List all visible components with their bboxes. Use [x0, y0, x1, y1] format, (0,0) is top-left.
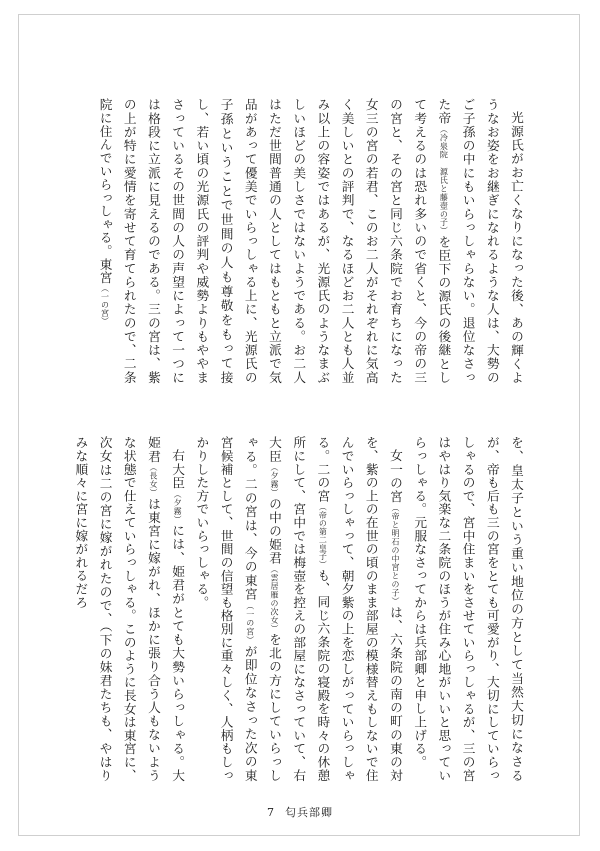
page-number: 7: [267, 806, 275, 819]
text-run: を北の方にしていらっしゃる。二の宮は、今の東宮: [242, 436, 282, 782]
paragraph: [92, 98, 528, 384]
text-run: 光源氏がお亡くなりになった後、あの輝くようなお姿をお継ぎになれるような人は、大勢のご子孫の中にもいらっしゃらない。退位なさった帝: [436, 98, 524, 384]
text-run: の中の姫君: [266, 497, 282, 566]
annotation: （雲居雁の次女）: [269, 565, 279, 633]
annotation: （夕霧）: [269, 463, 279, 498]
text-run: を臣下の源氏の後継として考えるのは恐れ多いので省くと、今の帝の三の宮と、その宮と同じ六条院でお育ちになった女三の宮の若君、このお二人がそれぞれに気高く美しいとの評判で、なるほどお二人とも人並み以上の容姿ではあるが、光源氏のようなまぶしいほどの美しさではないようである。お二人はただ世間普通の人としてはもともと立派で気品があって優美でいらっしゃる上に、光源氏の子孫ということで世間の人も尊敬をもって接し、若い頃の光源氏の評判や威勢よりもややまさっているその世間の人の声望によって一つには格段に立派に見えるのである。三の宮は、紫の上が特に愛情を寄せて育てられたので、二条院に住んでいらっしゃる。東宮: [97, 98, 452, 384]
text-run: は東宮に嫁がれ、ほかに張り合う人もないような状態で仕えていらっしゃる。このように長女は東宮に、次女は二の宮に嫁がれたので、: [97, 436, 161, 782]
chapter-title: 匂兵部卿: [285, 806, 333, 819]
annotation: （一の宮）: [100, 284, 110, 326]
upper-text-block: [76, 98, 528, 384]
text-run: も、同じ六条院の寝殿を時々の休憩所にして、宮中では梅壺を控えの部屋になさっていて、右大臣: [266, 436, 331, 783]
text-run: には、姫君がとても大勢いらっしゃる。大姫君: [145, 436, 186, 782]
annotation: （一の宮）: [245, 601, 255, 645]
annotation: （帝と明石の中宮との子）: [390, 503, 400, 606]
text-run: 右大臣: [170, 448, 186, 490]
text-run: は、六条院の南の町の東の対を、紫の上の在世の頃のまま部屋の模様替えもしないで住んでいらっしゃって、朝夕紫の上を恋しがっていらっしゃる。二の宮: [315, 436, 403, 782]
paragraph: [407, 436, 528, 782]
text-run: が即位なさった次の東宮候補として、世間の信望も格別に重々しく、人柄もしっかりした方でいらっしゃる。: [194, 436, 258, 783]
text-run: （下の妹君たちも、やはりみな順々に宮に嫁がれるだろ: [73, 436, 113, 783]
text-run: を、皇太子という重い地位の方として当然大切になさるが、帝も后も三の宮をとても可愛がり、大切にしていらっしゃるので、宮中住まいをさせていらっしゃるが、三の宮はやはり気楽な二条院のほうが住み心地がいいと思っていらっしゃる。元服なさってからは兵部卿と申し上げる。: [412, 436, 524, 782]
paragraph: [189, 436, 407, 782]
text-run: 女一の宮: [387, 448, 403, 504]
page-footer: [0, 804, 600, 820]
lower-text-block: [73, 436, 528, 783]
paragraph: [68, 436, 189, 782]
annotation: （冷泉院 源氏と藤壺の子）: [439, 125, 449, 236]
annotation: （長女）: [148, 463, 158, 498]
annotation: （夕霧）: [173, 489, 183, 524]
annotation: （帝の第二皇子）: [318, 502, 328, 569]
